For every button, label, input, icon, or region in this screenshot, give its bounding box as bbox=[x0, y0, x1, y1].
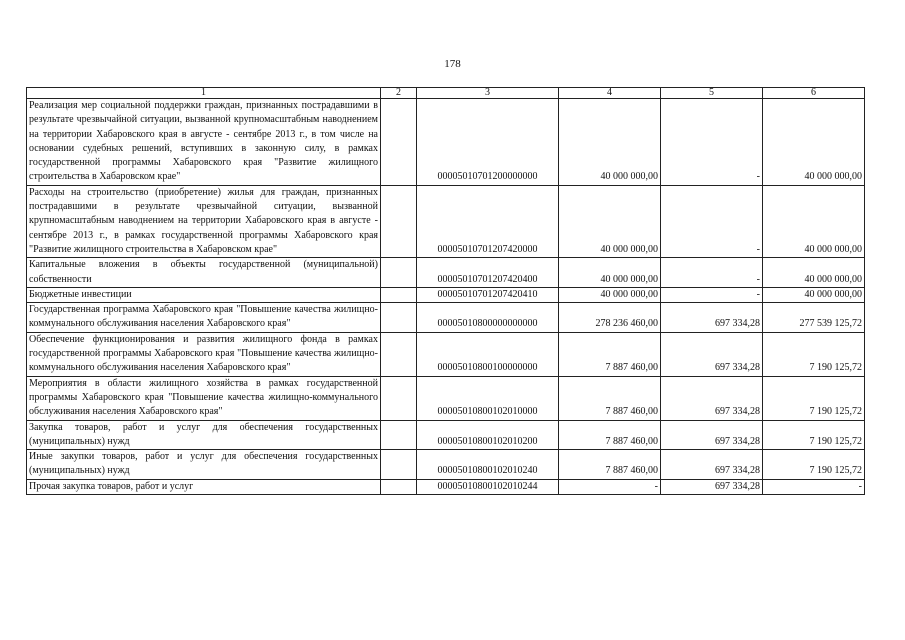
row-code: 00005010701207420400 bbox=[417, 258, 559, 288]
row-name: Бюджетные инвестиции bbox=[27, 287, 381, 302]
page-number: 178 bbox=[444, 58, 461, 70]
row-result: 277 539 125,72 bbox=[763, 303, 865, 333]
row-amount: 40 000 000,00 bbox=[559, 258, 661, 288]
row-change: - bbox=[661, 287, 763, 302]
column-header-4: 4 bbox=[559, 88, 661, 99]
row-amount: 278 236 460,00 bbox=[559, 303, 661, 333]
budget-table bbox=[26, 87, 865, 495]
row-change: 697 334,28 bbox=[661, 303, 763, 333]
row-change: - bbox=[661, 185, 763, 257]
row-col2 bbox=[381, 479, 417, 494]
row-amount: - bbox=[559, 479, 661, 494]
table-row bbox=[27, 185, 865, 257]
row-amount: 7 887 460,00 bbox=[559, 450, 661, 480]
row-result: 7 190 125,72 bbox=[763, 332, 865, 376]
row-name: Капитальные вложения в объекты государственной (муниципальной) собственности bbox=[27, 258, 381, 288]
column-header-1: 1 bbox=[27, 88, 381, 99]
row-result: 40 000 000,00 bbox=[763, 185, 865, 257]
row-change: 697 334,28 bbox=[661, 450, 763, 480]
row-amount: 7 887 460,00 bbox=[559, 332, 661, 376]
row-col2 bbox=[381, 376, 417, 420]
table-header-row bbox=[27, 88, 865, 99]
row-col2 bbox=[381, 258, 417, 288]
row-name: Мероприятия в области жилищного хозяйства в рамках государственной программы Хабаровского края "Повышение качества жилищно-коммунального обслуживания населения Хабаровского края" bbox=[27, 376, 381, 420]
row-col2 bbox=[381, 303, 417, 333]
row-result: 7 190 125,72 bbox=[763, 420, 865, 450]
column-header-6: 6 bbox=[763, 88, 865, 99]
row-col2 bbox=[381, 185, 417, 257]
row-col2 bbox=[381, 287, 417, 302]
column-header-2: 2 bbox=[381, 88, 417, 99]
row-code: 00005010800102010000 bbox=[417, 376, 559, 420]
table-row bbox=[27, 258, 865, 288]
table-row bbox=[27, 376, 865, 420]
table-row bbox=[27, 420, 865, 450]
row-code: 00005010701207420410 bbox=[417, 287, 559, 302]
row-code: 00005010800100000000 bbox=[417, 332, 559, 376]
row-name: Обеспечение функционирования и развития жилищного фонда в рамках государственной программы Хабаровского края "Повышение качества жилищно-коммунального обслуживания населения Хабаровского края" bbox=[27, 332, 381, 376]
table-row bbox=[27, 479, 865, 494]
row-name: Закупка товаров, работ и услуг для обеспечения государственных (муниципальных) нужд bbox=[27, 420, 381, 450]
row-result: 40 000 000,00 bbox=[763, 287, 865, 302]
row-result: 40 000 000,00 bbox=[763, 99, 865, 186]
table-row bbox=[27, 332, 865, 376]
row-code: 00005010800102010240 bbox=[417, 450, 559, 480]
row-change: 697 334,28 bbox=[661, 332, 763, 376]
row-result: 40 000 000,00 bbox=[763, 258, 865, 288]
column-header-3: 3 bbox=[417, 88, 559, 99]
column-header-5: 5 bbox=[661, 88, 763, 99]
row-col2 bbox=[381, 420, 417, 450]
row-amount: 7 887 460,00 bbox=[559, 376, 661, 420]
table-row bbox=[27, 287, 865, 302]
row-col2 bbox=[381, 99, 417, 186]
row-change: - bbox=[661, 258, 763, 288]
row-code: 00005010800102010200 bbox=[417, 420, 559, 450]
table-row bbox=[27, 99, 865, 186]
table-row bbox=[27, 450, 865, 480]
row-result: 7 190 125,72 bbox=[763, 450, 865, 480]
row-change: 697 334,28 bbox=[661, 376, 763, 420]
row-change: - bbox=[661, 99, 763, 186]
row-result: 7 190 125,72 bbox=[763, 376, 865, 420]
row-amount: 40 000 000,00 bbox=[559, 99, 661, 186]
row-name: Реализация мер социальной поддержки граждан, признанных пострадавшими в результате чрезвычайной ситуации, вызванной крупномасштабным наводнением на территории Хабаровского края в августе - сентябре 2013 г., в том числе на основании судебных решений, вступивших в законную силу, в рамках государственной программы Хабаровского края "Развитие жилищного строительства в Хабаровском крае" bbox=[27, 99, 381, 186]
row-amount: 40 000 000,00 bbox=[559, 185, 661, 257]
row-code: 00005010800000000000 bbox=[417, 303, 559, 333]
row-amount: 7 887 460,00 bbox=[559, 420, 661, 450]
row-name: Государственная программа Хабаровского края "Повышение качества жилищно-коммунального обслуживания населения Хабаровского края" bbox=[27, 303, 381, 333]
row-name: Иные закупки товаров, работ и услуг для обеспечения государственных (муниципальных) нужд bbox=[27, 450, 381, 480]
row-col2 bbox=[381, 332, 417, 376]
row-code: 00005010701200000000 bbox=[417, 99, 559, 186]
row-result: - bbox=[763, 479, 865, 494]
row-col2 bbox=[381, 450, 417, 480]
row-name: Расходы на строительство (приобретение) жилья для граждан, признанных пострадавшими в результате чрезвычайной ситуации, вызванной крупномасштабным наводнением на территории Хабаровского края в августе - сентябре 2013 г., в рамках государственной программы Хабаровского края "Развитие жилищного строительства в Хабаровском крае" bbox=[27, 185, 381, 257]
row-amount: 40 000 000,00 bbox=[559, 287, 661, 302]
row-code: 00005010701207420000 bbox=[417, 185, 559, 257]
row-change: 697 334,28 bbox=[661, 420, 763, 450]
row-change: 697 334,28 bbox=[661, 479, 763, 494]
table-row bbox=[27, 303, 865, 333]
row-name: Прочая закупка товаров, работ и услуг bbox=[27, 479, 381, 494]
row-code: 00005010800102010244 bbox=[417, 479, 559, 494]
